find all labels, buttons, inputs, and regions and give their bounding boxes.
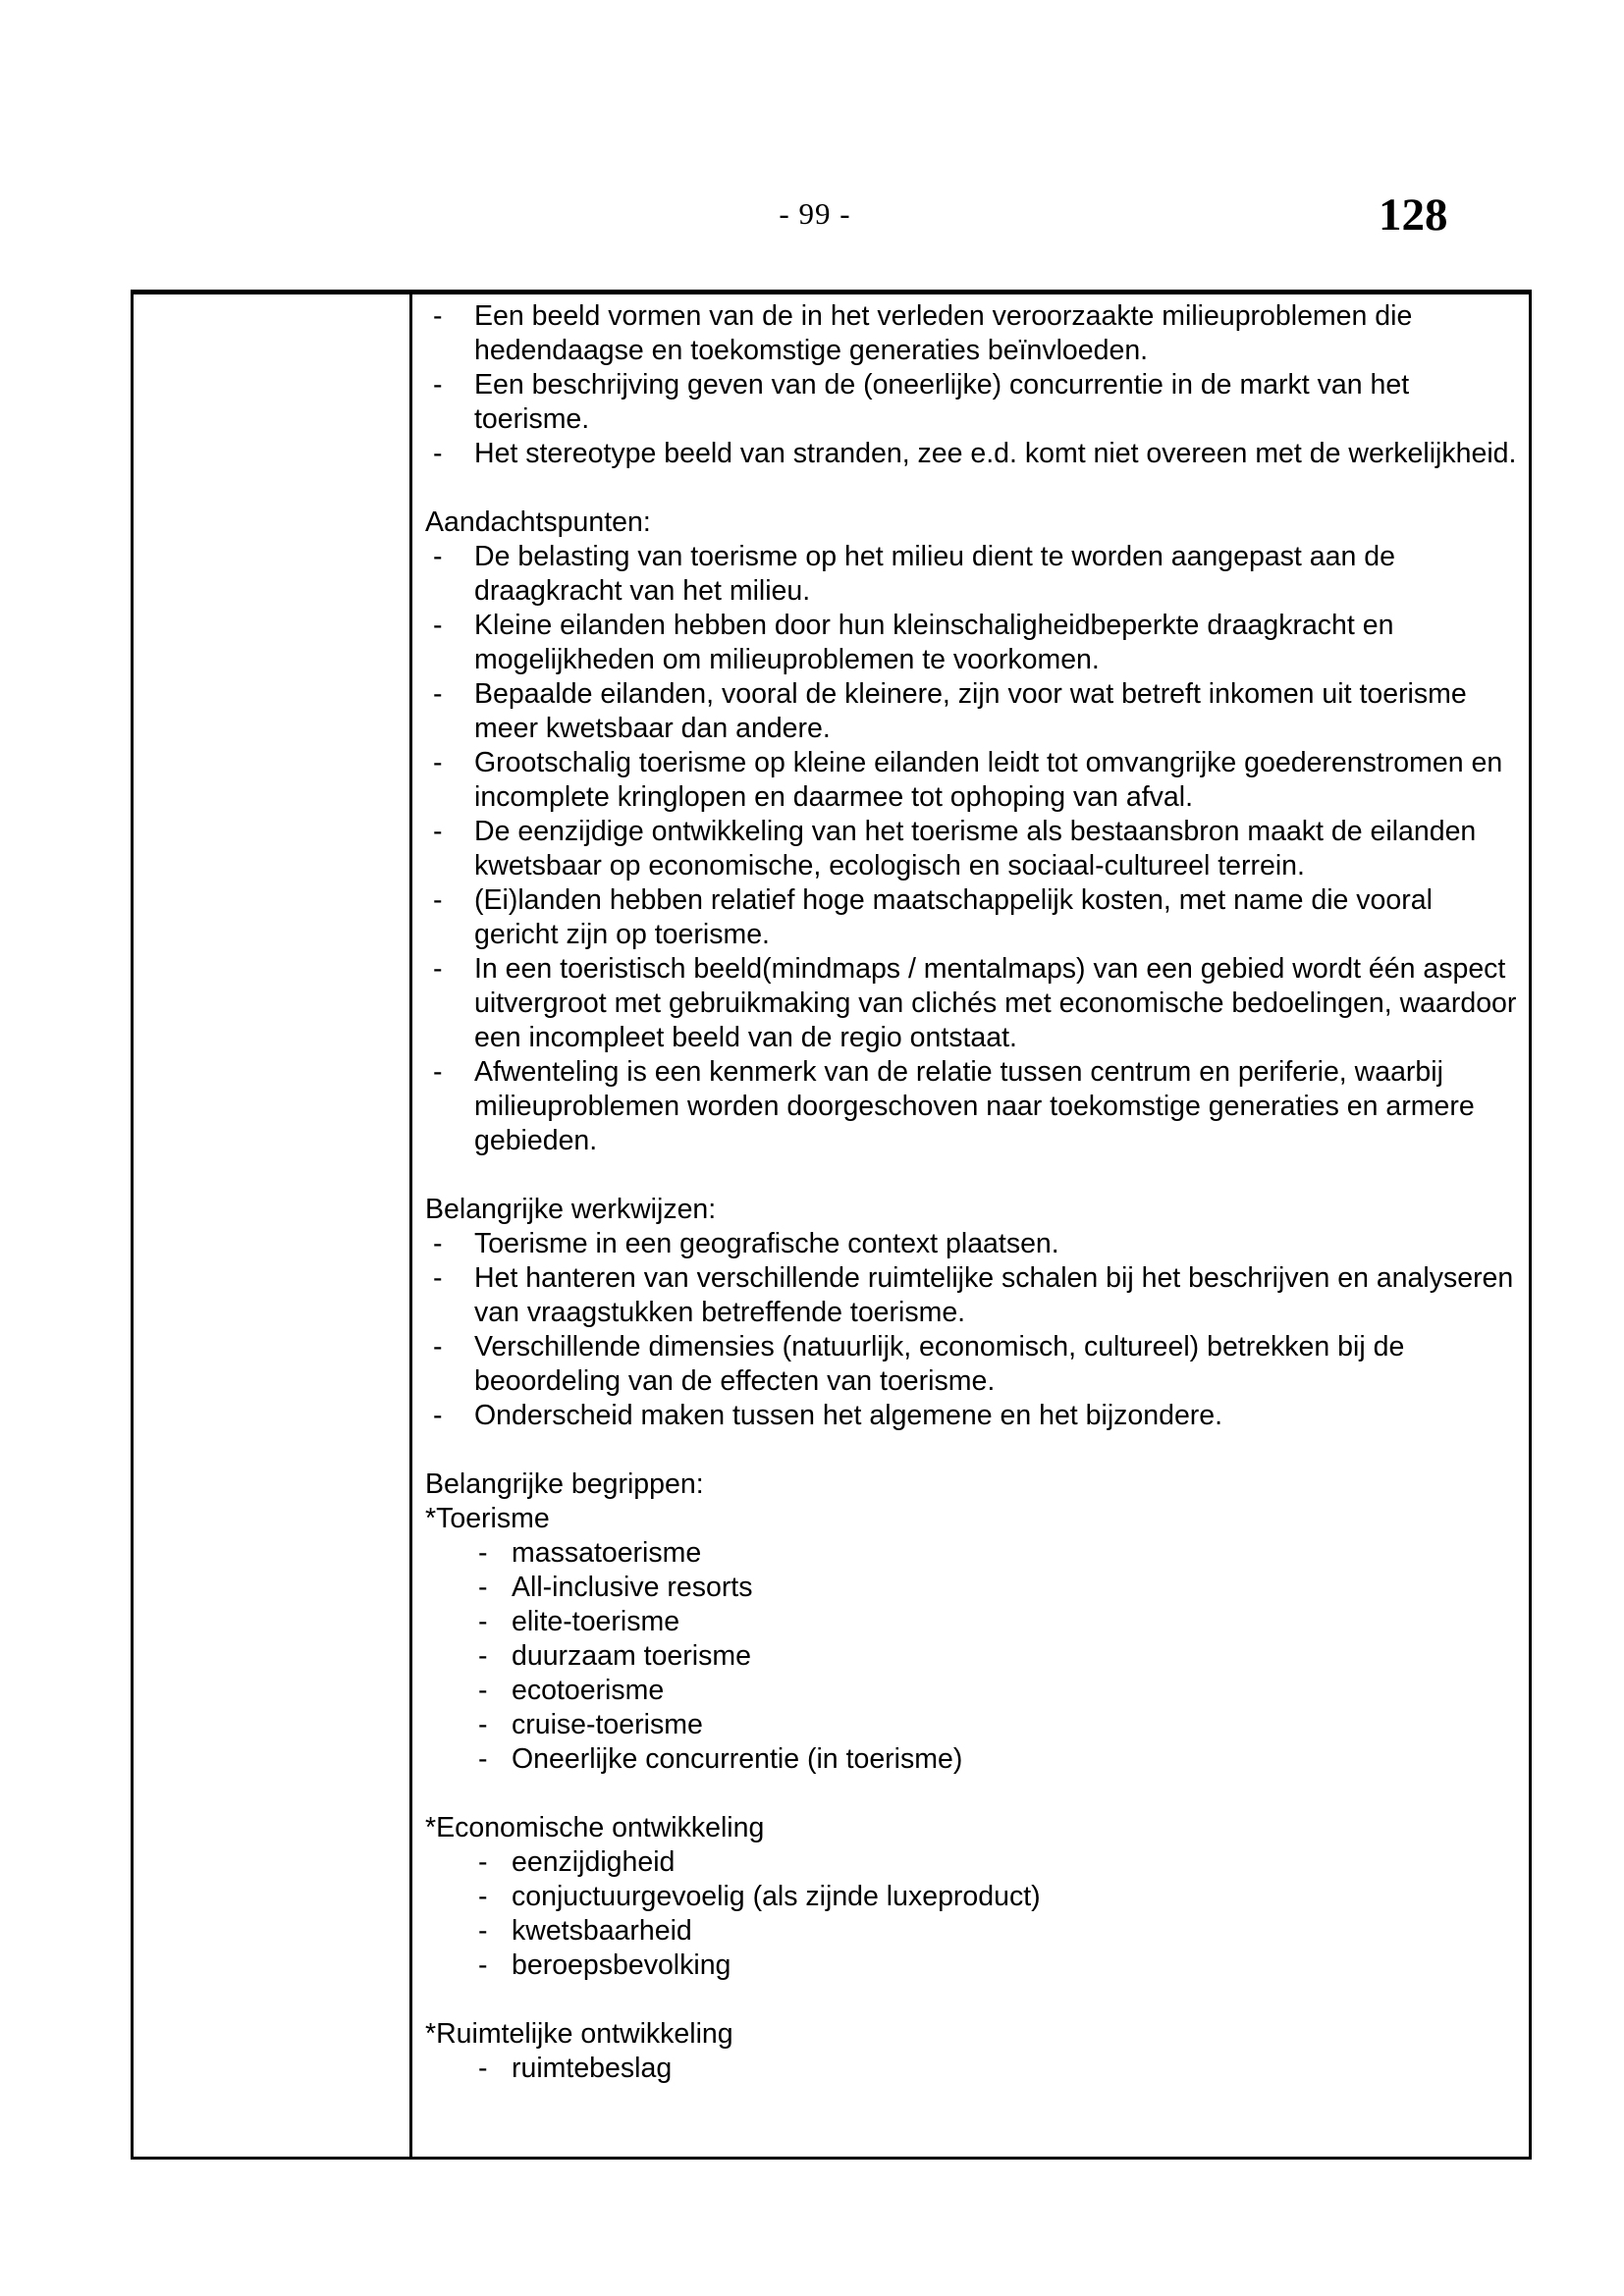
page-number-center: - 99 - <box>779 196 851 231</box>
dash-marker: - <box>433 300 443 332</box>
bullet-item <box>425 1227 1517 1261</box>
sub-bullet-item <box>425 1571 1517 1605</box>
section-label: *Toerisme <box>425 1503 550 1534</box>
bullet-item <box>425 299 1517 368</box>
bullet-item <box>425 368 1517 437</box>
section-gap <box>425 1983 1517 2017</box>
sub-bullet-item <box>425 1708 1517 1742</box>
bullet-text: Verschillende dimensies (natuurlijk, economisch, cultureel) betrekken bij de beoordeling van de effecten van toerisme. <box>474 1331 1405 1397</box>
bullet-text: eenzijdigheid <box>512 1846 676 1878</box>
bullet-item <box>425 1330 1517 1399</box>
sub-bullet-item <box>425 1605 1517 1639</box>
sub-bullet-item <box>425 1914 1517 1949</box>
bullet-text: Grootschalig toerisme op kleine eilanden leidt tot omvangrijke goederenstromen en incomplete kringlopen en daarmee tot ophoping van afval. <box>474 747 1503 813</box>
bullet-text: conjuctuurgevoelig (als zijnde luxeproduct) <box>512 1881 1041 1912</box>
dash-marker: - <box>433 1331 443 1362</box>
bullet-text: ecotoerisme <box>512 1675 665 1706</box>
sub-bullet-item <box>425 1742 1517 1777</box>
bullet-item <box>425 1055 1517 1158</box>
bullet-text: elite-toerisme <box>512 1606 680 1637</box>
dash-marker: - <box>433 438 443 469</box>
dash-marker: - <box>478 1743 488 1775</box>
dash-marker: - <box>433 1228 443 1259</box>
table-right-column <box>412 294 1529 2157</box>
bullet-item <box>425 815 1517 883</box>
dash-marker: - <box>433 816 443 847</box>
section-label: *Ruimtelijke ontwikkeling <box>425 2018 733 2050</box>
bullet-item <box>425 677 1517 746</box>
bullet-text: cruise-toerisme <box>512 1709 703 1740</box>
section-gap <box>425 1777 1517 1811</box>
dash-marker: - <box>433 610 443 641</box>
bullet-text: All-inclusive resorts <box>512 1572 753 1603</box>
sub-bullet-item <box>425 1639 1517 1674</box>
section-label: *Economische ontwikkeling <box>425 1812 765 1843</box>
sub-bullet-item <box>425 1949 1517 1983</box>
dash-marker: - <box>433 747 443 778</box>
bullet-item <box>425 1399 1517 1433</box>
bullet-text: massatoerisme <box>512 1537 702 1569</box>
bullet-text: Het hanteren van verschillende ruimtelijke schalen bij het beschrijven en analyseren van vraagstukken betreffende toerisme. <box>474 1262 1514 1328</box>
bullet-text: Oneerlijke concurrentie (in toerisme) <box>512 1743 963 1775</box>
section-label: Aandachtspunten: <box>425 507 651 538</box>
bullet-text: ruimtebeslag <box>512 2053 673 2084</box>
bullet-text: (Ei)landen hebben relatief hoge maatschappelijk kosten, met name die vooral gericht zijn op toerisme. <box>474 884 1433 950</box>
sub-bullet-item <box>425 1845 1517 1880</box>
bullet-item <box>425 952 1517 1055</box>
dash-marker: - <box>433 369 443 400</box>
bullet-text: Onderscheid maken tussen het algemene en het bijzondere. <box>474 1400 1223 1431</box>
bullet-text: beroepsbevolking <box>512 1949 731 1981</box>
bullet-text: De eenzijdige ontwikkeling van het toerisme als bestaansbron maakt de eilanden kwetsbaar op economische, ecologisch en sociaal-cultureel terrein. <box>474 816 1477 881</box>
dash-marker: - <box>433 1262 443 1294</box>
bullet-item <box>425 746 1517 815</box>
dash-marker: - <box>478 1846 488 1878</box>
bullet-text: duurzaam toerisme <box>512 1640 751 1672</box>
table-empty-left-column <box>134 294 412 2157</box>
bullet-item <box>425 1261 1517 1330</box>
section-label: Belangrijke begrippen: <box>425 1468 704 1500</box>
dash-marker: - <box>433 1056 443 1088</box>
dash-marker: - <box>433 953 443 985</box>
page-number-corner: 128 <box>1379 189 1448 240</box>
dash-marker: - <box>478 1572 488 1603</box>
right-cell-content <box>425 299 1517 2086</box>
dash-marker: - <box>478 1606 488 1637</box>
section-label: Belangrijke werkwijzen: <box>425 1194 717 1225</box>
sub-bullet-item <box>425 1880 1517 1914</box>
section-gap <box>425 1433 1517 1468</box>
dash-marker: - <box>433 884 443 916</box>
bullet-text: Bepaalde eilanden, vooral de kleinere, zijn voor wat betreft inkomen uit toerisme meer kwetsbaar dan andere. <box>474 678 1467 744</box>
bullet-item <box>425 883 1517 952</box>
dash-marker: - <box>433 541 443 572</box>
bullet-text: Het stereotype beeld van stranden, zee e.d. komt niet overeen met de werkelijkheid. <box>474 438 1517 469</box>
section-gap <box>425 471 1517 506</box>
bullet-text: In een toeristisch beeld(mindmaps / mentalmaps) van een gebied wordt één aspect uitvergroot met gebruikmaking van clichés met economische bedoelingen, waardoor een incompleet beeld van de regio ontstaat. <box>474 953 1517 1053</box>
dash-marker: - <box>433 678 443 710</box>
document-table <box>131 290 1532 2160</box>
bullet-text: De belasting van toerisme op het milieu dient te worden aangepast aan de draagkracht van het milieu. <box>474 541 1395 607</box>
bullet-text: Toerisme in een geografische context plaatsen. <box>474 1228 1059 1259</box>
section-gap <box>425 1158 1517 1193</box>
dash-marker: - <box>478 1881 488 1912</box>
bullet-text: Afwenteling is een kenmerk van de relatie tussen centrum en periferie, waarbij milieuproblemen worden doorgeschoven naar toekomstige generaties en armere gebieden. <box>474 1056 1475 1156</box>
dash-marker: - <box>478 1709 488 1740</box>
bullet-text: Een beschrijving geven van de (oneerlijke) concurrentie in de markt van het toerisme. <box>474 369 1410 435</box>
sub-bullet-item <box>425 1674 1517 1708</box>
dash-marker: - <box>478 1915 488 1947</box>
bullet-text: Kleine eilanden hebben door hun kleinschaligheidbeperkte draagkracht en mogelijkheden om milieuproblemen te voorkomen. <box>474 610 1394 675</box>
bullet-text: Een beeld vormen van de in het verleden veroorzaakte milieuproblemen die hedendaagse en toekomstige generaties beïnvloeden. <box>474 300 1413 366</box>
dash-marker: - <box>478 1949 488 1981</box>
sub-bullet-item <box>425 2052 1517 2086</box>
bullet-item <box>425 609 1517 677</box>
sub-bullet-item <box>425 1536 1517 1571</box>
bullet-item <box>425 540 1517 609</box>
bullet-text: kwetsbaarheid <box>512 1915 692 1947</box>
bullet-item <box>425 437 1517 471</box>
dash-marker: - <box>478 2053 488 2084</box>
dash-marker: - <box>433 1400 443 1431</box>
dash-marker: - <box>478 1675 488 1706</box>
dash-marker: - <box>478 1640 488 1672</box>
dash-marker: - <box>478 1537 488 1569</box>
